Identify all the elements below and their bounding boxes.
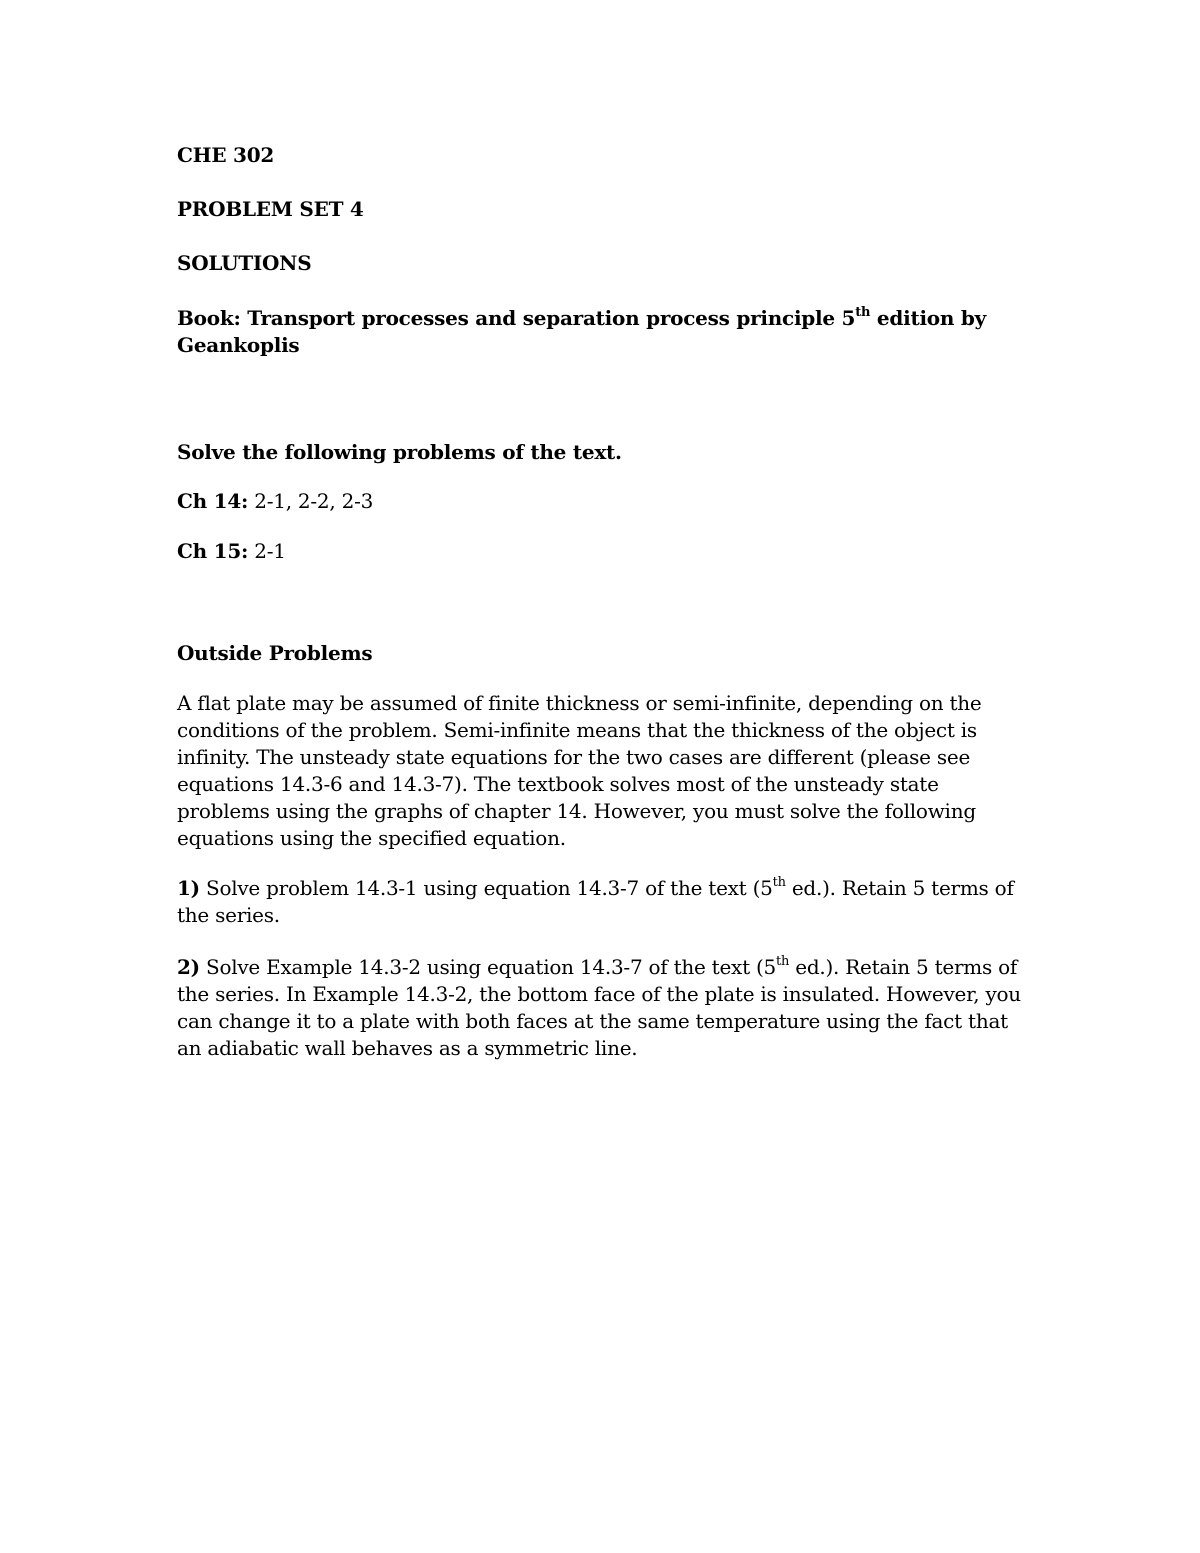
problem-text-end: ed.). Retain 5 terms of the series. In Example 14.3-2, the bottom face of the plate is insulated. However, you can change it to a plate with both faces at the same temperature using the fact that an adiabatic wall behaves as a symmetric line. [177,955,1021,1060]
problem-text: Solve problem 14.3-1 using equation 14.3-7 of the text (5 [199,876,773,900]
course-title: CHE 302 [177,143,275,167]
problem-set-title: PROBLEM SET 4 [177,197,364,221]
edition-superscript: th [772,875,786,891]
book-reference [177,305,1037,359]
problem-number: 2) [177,955,200,979]
outside-problems-heading: Outside Problems [177,641,373,665]
chapter-15-line [177,538,1037,565]
problem-text-end: ed.). Retain 5 terms of the series. [177,876,1014,927]
book-reference-text: Book: Transport processes and separation process principle 5 [177,306,856,330]
solutions-title: SOLUTIONS [177,251,312,275]
problem-1 [177,875,1037,929]
chapter-problems: 2-1, 2-2, 2-3 [248,489,374,513]
chapter-problems: 2-1 [248,539,286,563]
edition-superscript: th [776,954,790,970]
chapter-14-line [177,488,1037,515]
problem-2 [177,954,1037,1062]
instructions-heading: Solve the following problems of the text. [177,440,622,464]
book-edition-superscript: th [855,305,871,321]
chapter-label: Ch 14: [177,489,249,513]
book-reference-text-end: edition by Geankoplis [177,306,987,357]
intro-paragraph: A flat plate may be assumed of finite thickness or semi-infinite, depending on the conditions of the problem. Semi-infinite means that the thickness of the object is infinity. The unsteady state equations for the two cases are different (please see equations 14.3-6 and 14.3-7). The textbook solves most of the unsteady state problems using the graphs of chapter 14. However, you must solve the following equations using the specified equation. [177,691,982,850]
chapter-label: Ch 15: [177,539,249,563]
problem-number: 1) [177,876,200,900]
problem-text: Solve Example 14.3-2 using equation 14.3-7 of the text (5 [199,955,777,979]
